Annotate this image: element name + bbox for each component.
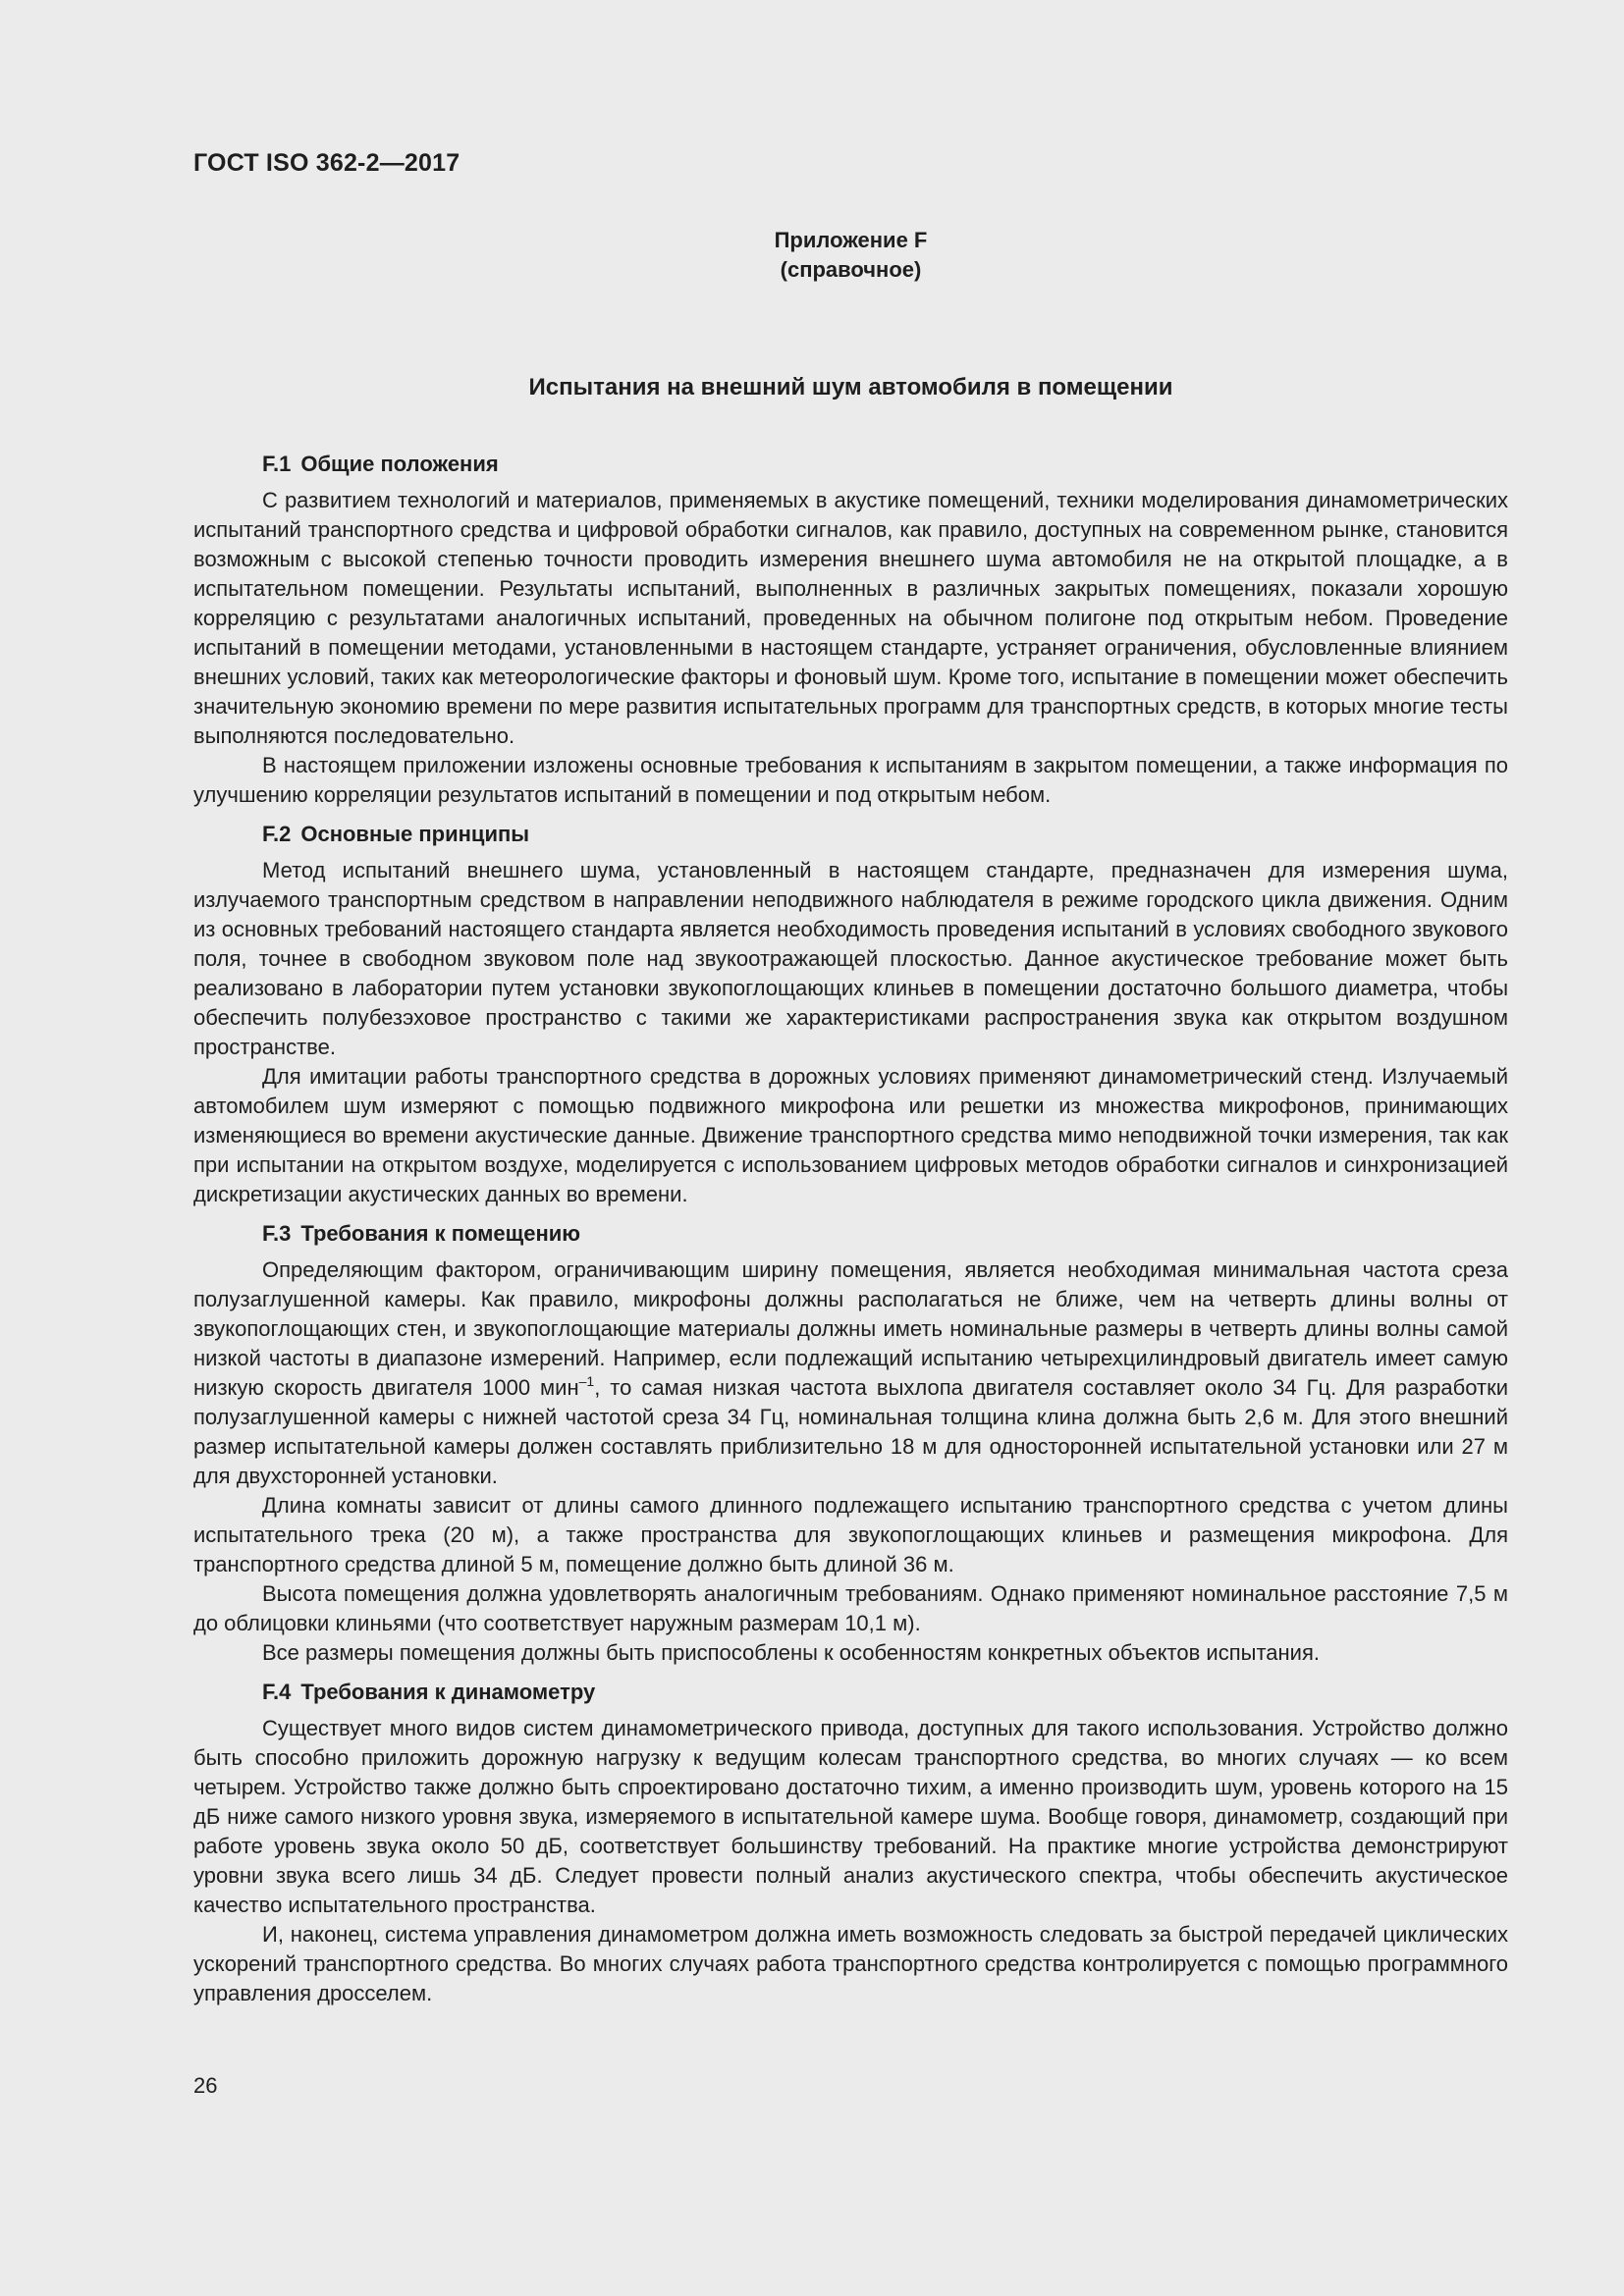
paragraph: Все размеры помещения должны быть приспособлены к особенностям конкретных объектов испытания. bbox=[262, 1640, 1320, 1665]
section-heading bbox=[193, 1219, 1508, 1249]
section-number: F.4 bbox=[262, 1680, 292, 1704]
section-title: Требования к динамометру bbox=[300, 1680, 596, 1704]
paragraph: Метод испытаний внешнего шума, установленный в настоящем стандарте, предназначен для измерения шума, излучаемого транспортным средством в направлении неподвижного наблюдателя в режиме городского цикла движения. Одним из основных требований настоящего стандарта является необходимость проведения испытаний в условиях свободного звукового поля, точнее в свободном звуковом поле над звукоотражающей плоскостью. Данное акустическое требование может быть реализовано в лаборатории путем установки звукопоглощающих клиньев в помещении достаточно большого диаметра, чтобы обеспечить полубезэховое пространство с такими же характеристиками распространения звука как открытом воздушном пространстве. bbox=[193, 858, 1508, 1059]
section-f3 bbox=[193, 1219, 1508, 1668]
paragraph: Существует много видов систем динамометрического привода, доступных для такого использования. Устройство должно быть способно приложить дорожную нагрузку к ведущим колесам транспортного средства, во многих случаях — ко всем четырем. Устройство также должно быть спроектировано достаточно тихим, а именно производить шум, уровень которого на 15 дБ ниже самого низкого уровня звука, измеряемого в испытательной камере шума. Вообще говоря, динамометр, создающий при работе уровень звука около 50 дБ, соответствует большинству требований. На практике многие устройства демонстрируют уровни звука всего лишь 34 дБ. Следует провести полный анализ акустического спектра, чтобы обеспечить акустическое качество испытательного пространства. bbox=[193, 1716, 1508, 1917]
document-code: ГОСТ ISO 362-2—2017 bbox=[193, 149, 460, 177]
section-title: Основные принципы bbox=[300, 822, 530, 846]
section-f1 bbox=[193, 450, 1508, 810]
page-number: 26 bbox=[193, 2073, 218, 2098]
paragraph: С развитием технологий и материалов, применяемых в акустике помещений, техники моделирования динамометрических испытаний транспортного средства и цифровой обработки сигналов, как правило, доступных на современном рынке, становится возможным с высокой степенью точности проводить измерения внешнего шума автомобиля не на открытой площадке, а в испытательном помещении. Результаты испытаний, выполненных в различных закрытых помещениях, показали хорошую корреляцию с результатами аналогичных испытаний, проведенных на обычном полигоне под открытым небом. Проведение испытаний в помещении методами, установленными в настоящем стандарте, устраняет ограничения, обусловленные влиянием внешних условий, таких как метеорологические факторы и фоновый шум. Кроме того, испытание в помещении может обеспечить значительную экономию времени по мере развития испытательных программ для транспортных средств, в которых многие тесты выполняются последовательно. bbox=[193, 488, 1508, 748]
paragraph-text: Определяющим фактором, ограничивающим ширину помещения, является необходимая минимальная частота среза полузаглушенной камеры. Как правило, микрофоны должны располагаться не ближе, чем на четверть длины волны от звукопоглощающих стен, и звукопоглощающие материалы должны иметь номинальные размеры в четверть длины волны самой низкой частоты в диапазоне измерений. Например, если подлежащий испытанию четырехцилиндровый двигатель имеет самую низкую скорость двигателя 1000 мин bbox=[193, 1257, 1508, 1400]
section-f4 bbox=[193, 1678, 1508, 2008]
paragraph: Для имитации работы транспортного средства в дорожных условиях применяют динамометрический стенд. Излучаемый автомобилем шум измеряют с помощью подвижного микрофона или решетки из множества микрофонов, принимающих изменяющиеся во времени акустические данные. Движение транспортного средства мимо неподвижной точки измерения, так как при испытании на открытом воздухе, моделируется с использованием цифровых методов обработки сигналов и синхронизацией дискретизации акустических данных во времени. bbox=[193, 1064, 1508, 1206]
paragraph: Высота помещения должна удовлетворять аналогичным требованиям. Однако применяют номинальное расстояние 7,5 м до облицовки клиньями (что соответствует наружным размерам 10,1 м). bbox=[193, 1581, 1508, 1635]
section-heading bbox=[193, 1678, 1508, 1707]
appendix-type: (справочное) bbox=[780, 257, 922, 282]
section-f2 bbox=[193, 820, 1508, 1209]
section-heading bbox=[193, 450, 1508, 479]
paragraph: В настоящем приложении изложены основные требования к испытаниям в закрытом помещении, а также информация по улучшению корреляции результатов испытаний в помещении и под открытым небом. bbox=[193, 753, 1508, 807]
section-title: Требования к помещению bbox=[300, 1221, 581, 1246]
appendix-label: Приложение F bbox=[774, 228, 928, 252]
appendix-heading bbox=[193, 226, 1508, 285]
document-body bbox=[193, 450, 1508, 2008]
superscript: –1 bbox=[578, 1373, 595, 1389]
paragraph: И, наконец, система управления динамометром должна иметь возможность следовать за быстрой передачей циклических ускорений транспортного средства. Во многих случаях работа транспортного средства контролируется с помощью программного управления дросселем. bbox=[193, 1922, 1508, 2005]
section-heading bbox=[193, 820, 1508, 849]
section-number: F.1 bbox=[262, 452, 292, 476]
section-title: Общие положения bbox=[300, 452, 499, 476]
document-title: Испытания на внешний шум автомобиля в помещении bbox=[528, 374, 1173, 400]
section-number: F.3 bbox=[262, 1221, 292, 1246]
paragraph: Длина комнаты зависит от длины самого длинного подлежащего испытанию транспортного средства с учетом длины испытательного трека (20 м), а также пространства для звукопоглощающих клиньев и размещения микрофона. Для транспортного средства длиной 5 м, помещение должно быть длиной 36 м. bbox=[193, 1493, 1508, 1576]
paragraph bbox=[193, 1255, 1508, 1491]
section-number: F.2 bbox=[262, 822, 292, 846]
paragraph-text-continued: , то самая низкая частота выхлопа двигателя составляет около 34 Гц. Для разработки полузаглушенной камеры с нижней частотой среза 34 Гц, номинальная толщина клина должна быть 2,6 м. Для этого внешний размер испытательной камеры должен составлять приблизительно 18 м для односторонней испытательной установки или 27 м для двухсторонней установки. bbox=[193, 1375, 1508, 1488]
